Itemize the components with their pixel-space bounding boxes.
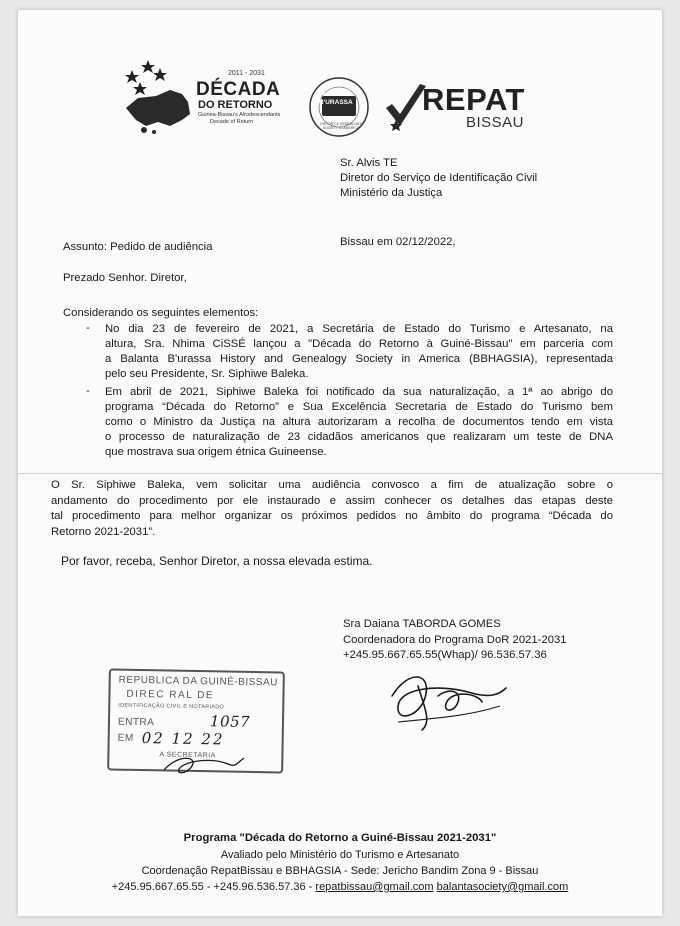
star-icon	[153, 68, 167, 81]
body-paragraph: O Sr. Siphiwe Baleka, vem solicitar uma audiência convosco a fim de atualização sobre o andamento do procedimento por ele instaurado e assim conhecer os detalhes das etapas deste tal procedimento para melhor organizar os próximos pedidos no âmbito do programa “Década do Retorno 2021-2031”.	[51, 479, 613, 538]
star-icon	[141, 60, 155, 73]
footer-email-repat[interactable]: repatbissau@gmail.com	[315, 881, 434, 893]
letter-subject: Assunto: Pedido de audiência	[63, 241, 213, 253]
letter-date: Bissau em 02/12/2022,	[340, 236, 456, 248]
letter-intro: Considerando os seguintes elementos:	[63, 307, 259, 319]
star-icon	[125, 70, 139, 83]
header-logos	[18, 10, 662, 160]
decada-tagline1: Guinea-Bissau's Afrodescendants	[198, 112, 281, 118]
balanta-ring-text: HISTORY & GENEALOGY SOCIETY IN AMERICA	[320, 122, 362, 130]
closing-line: Por favor, receba, Senhor Diretor, a nossa elevada estima.	[61, 554, 373, 568]
balanta-line1: BALANTA	[321, 90, 352, 97]
paper-fold-line	[18, 473, 662, 474]
guinea-bissau-map-icon	[126, 90, 190, 126]
signatory-block	[343, 617, 567, 664]
stamp-initials-signature	[158, 750, 248, 780]
entry-stamp: REPUBLICA DA GUINÉ-BISSAU DIREC RAL DE IDENTIFICAÇÃO CIVIL E NOTARIADO ENTRA 1057 EM 02 12 22 A SECRETARIA	[107, 668, 285, 773]
bullet-marker: -	[86, 322, 90, 334]
recipient-block	[340, 156, 537, 201]
signatory-role: Coordenadora do Programa DoR 2021-2031	[343, 633, 567, 646]
footer-program: Programa "Década do Retorno a Guiné-Bissau 2021-2031"	[183, 832, 497, 844]
signatory-name: Sra Daiana TABORDA GOMES	[343, 618, 501, 630]
footer-contacts	[18, 881, 662, 893]
decada-subtitle: DO RETORNO	[198, 99, 273, 111]
footer-evaluated: Avaliado pelo Ministério do Turismo e Artesanato	[220, 849, 460, 861]
star-icon	[133, 82, 147, 95]
repat-wordmark: REPAT	[422, 82, 525, 117]
recipient-name: Sr. Alvis TE	[340, 157, 398, 169]
letter-page	[18, 10, 662, 916]
decada-title: DÉCADA	[196, 79, 281, 100]
footer-phones: +245.95.667.65.55 - +245.96.536.57.36 -	[111, 881, 316, 893]
bullet-item-2: Em abril de 2021, Siphiwe Baleka foi notificado da sua naturalização, a 1ª ao abrigo do programa “Década do Retorno” e Sua Excelência Secretaria de Estado do Turismo bem como o Ministro da Justiça na altura autorizaram a recolha de documentos tendo em vista o processo de naturalização de 23 cidadãos americanos que realizaram um teste de DNA que mostrava sua origem étnica Guineense.	[105, 386, 613, 458]
signatory-phones: +245.95.667.65.55(Whap)/ 96.536.57.36	[343, 649, 547, 661]
decada-tagline2: Decade of Return	[210, 119, 254, 125]
handwritten-signature	[378, 666, 518, 736]
footer-email-balanta[interactable]: balantasociety@gmail.com	[436, 881, 569, 893]
letter-salutation: Prezado Senhor. Diretor,	[63, 272, 187, 284]
footer-coordination: Coordenação RepatBissau e BBHAGSIA - Sede: Jericho Bandim Zona 9 - Bissau	[141, 865, 539, 877]
bullet-item-1: No dia 23 de fevereiro de 2021, a Secretária de Estado do Turismo e Artesanato, na altura, Sra. Nhima CiSSÉ lançou a "Década do Retorno à Guiné-Bissau" em parceria com a Balanta B'urassa History and Genealogy Society in America (BBHAGSIA), representada pelo seu Presidente, Sr. Siphiwe Baleka.	[105, 323, 613, 380]
bullet-marker: -	[86, 385, 90, 397]
recipient-ministry: Ministério da Justiça	[340, 187, 443, 199]
balanta-line2: B'URASSA	[319, 99, 353, 106]
repat-bissau: BISSAU	[466, 114, 525, 131]
decada-years: 2011 - 2031	[228, 70, 265, 77]
recipient-role: Diretor do Serviço de Identificação Civil	[340, 172, 538, 184]
